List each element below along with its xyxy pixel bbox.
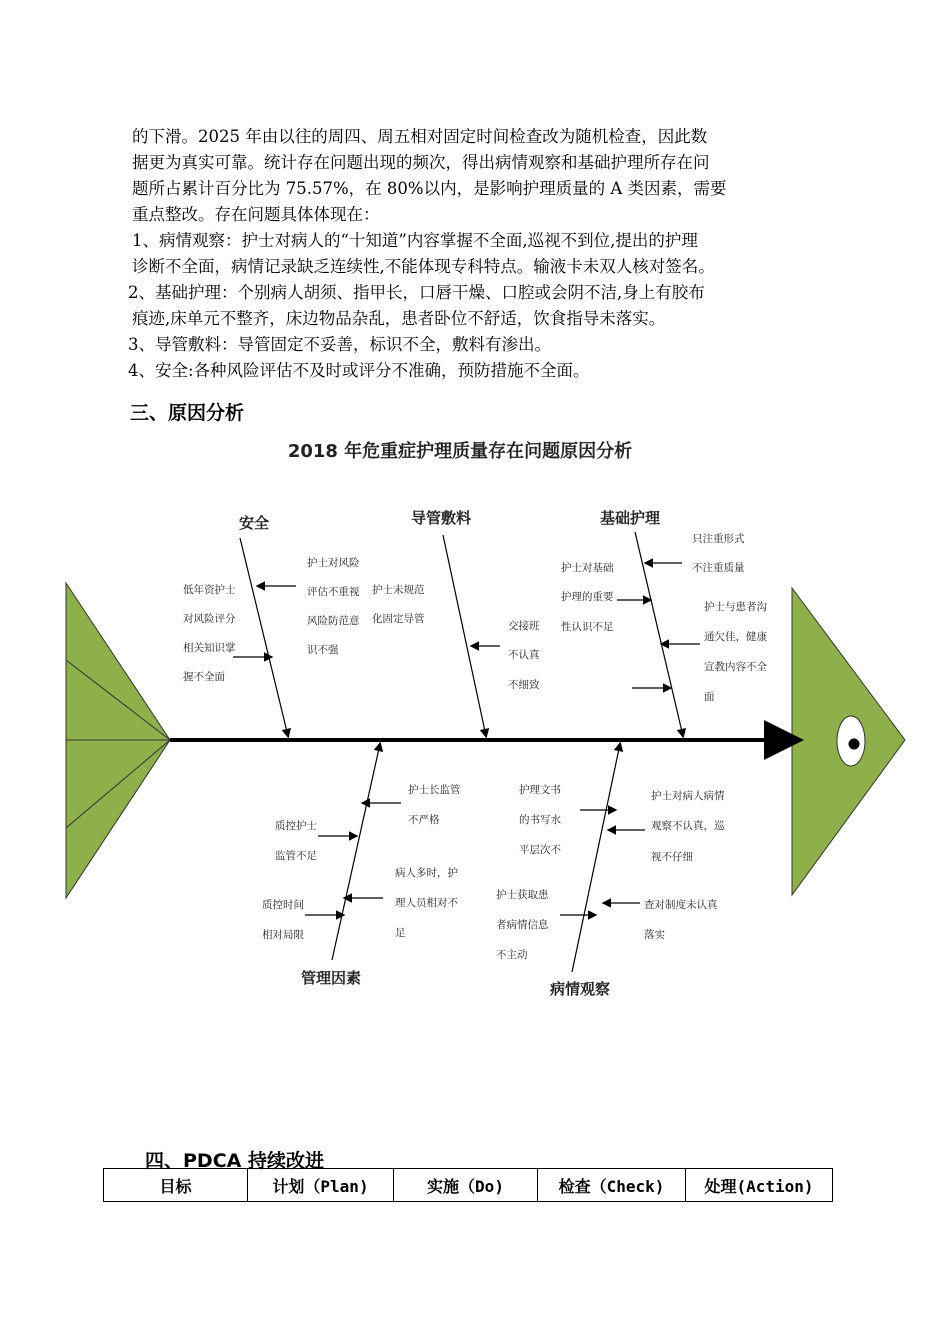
- issue-line: 痕迹,床单元不整齐，床边物品杂乱，患者卧位不舒适，饮食指导未落实。: [132, 309, 666, 328]
- category-observation: 病情观察: [549, 980, 611, 998]
- bone-safety: [240, 538, 288, 736]
- cause-obs-d: 查对制度未认真 落实: [644, 899, 718, 941]
- cause-catheter-a: 护士未规范 化固定导管: [372, 584, 425, 625]
- issue-line: 1、病情观察：护士对病人的“十知道”内容掌握不全面,巡视不到位,提出的护理: [132, 231, 698, 250]
- category-catheter: 导管敷料: [410, 509, 472, 527]
- bone-observation: [572, 744, 620, 972]
- issue-line: 4、安全:各种风险评估不及时或评分不准确，预防措施不全面。: [128, 361, 590, 380]
- cause-obs-a: 护理文书 的书写水 平层次不: [519, 784, 561, 856]
- cause-safety-a: 低年资护士 对风险评分 相关知识掌 握不全面: [183, 584, 236, 683]
- intro-line: 据更为真实可靠。统计存在问题出现的频次，得出病情观察和基础护理所存在问: [132, 153, 710, 172]
- pdca-header-row: [104, 1169, 833, 1202]
- cause-mgmt-c: 病人多时，护 理人员相对不 足: [395, 867, 458, 939]
- pdca-col-goal: 目标: [104, 1169, 248, 1202]
- section-heading-pdca: 四、PDCA 持续改进: [145, 1150, 324, 1172]
- cause-catheter-b: 交接班 不认真 不细致: [508, 620, 540, 691]
- bone-management: [332, 744, 380, 960]
- cause-basic-b: 只注重形式 不注重质量: [692, 533, 745, 574]
- cause-basic-c: 护士与患者沟 通欠佳，健康 宣教内容不全 面: [704, 601, 767, 703]
- cause-safety-b: 护士对风险 评估不重视 风险防范意 识不强: [307, 557, 360, 656]
- issue-line: 3、导管敷料：导管固定不妥善，标识不全，敷料有渗出。: [128, 335, 551, 354]
- cause-mgmt-b: 质控护士 监管不足: [275, 820, 317, 862]
- pdca-table: [103, 1168, 833, 1202]
- fish-tail: [66, 583, 170, 898]
- pdca-col-do: 实施（Do): [394, 1169, 538, 1202]
- cause-mgmt-d: 质控时间 相对局限: [262, 899, 304, 941]
- diagram-title: 2018 年危重症护理质量存在问题原因分析: [287, 441, 633, 462]
- issue-line: 2、基础护理：个别病人胡须、指甲长，口唇干燥、口腔或会阴不洁,身上有胶布: [128, 283, 705, 302]
- pdca-col-check: 检查（Check): [538, 1169, 686, 1202]
- section-heading-cause-analysis: 三、原因分析: [130, 402, 245, 424]
- intro-line: 题所占累计百分比为 75.57%，在 80%以内，是影响护理质量的 A 类因素，需要: [132, 179, 727, 198]
- category-basic-care: 基础护理: [599, 509, 661, 527]
- cause-obs-b: 护士对病人病情 观察不认真，巡 视不仔细: [651, 790, 725, 863]
- category-safety: 安全: [238, 514, 270, 532]
- pdca-col-action: 处理(Action): [686, 1169, 833, 1202]
- cause-basic-a: 护士对基础 护理的重要 性认识不足: [561, 562, 614, 633]
- category-management: 管理因素: [300, 969, 362, 987]
- intro-line: 的下滑。2025 年由以往的周四、周五相对固定时间检查改为随机检查，因此数: [132, 127, 708, 146]
- bone-catheter: [443, 535, 486, 736]
- fish-head: [792, 588, 905, 895]
- pdca-col-plan: 计划（Plan): [248, 1169, 394, 1202]
- cause-mgmt-a: 护士长监管 不严格: [408, 784, 461, 826]
- cause-obs-c: 护士获取患 者病情信息 不主动: [496, 889, 549, 961]
- intro-line: 重点整改。存在问题具体体现在：: [132, 205, 380, 224]
- issue-line: 诊断不全面，病情记录缺乏连续性,不能体现专科特点。输液卡未双人核对签名。: [132, 257, 715, 276]
